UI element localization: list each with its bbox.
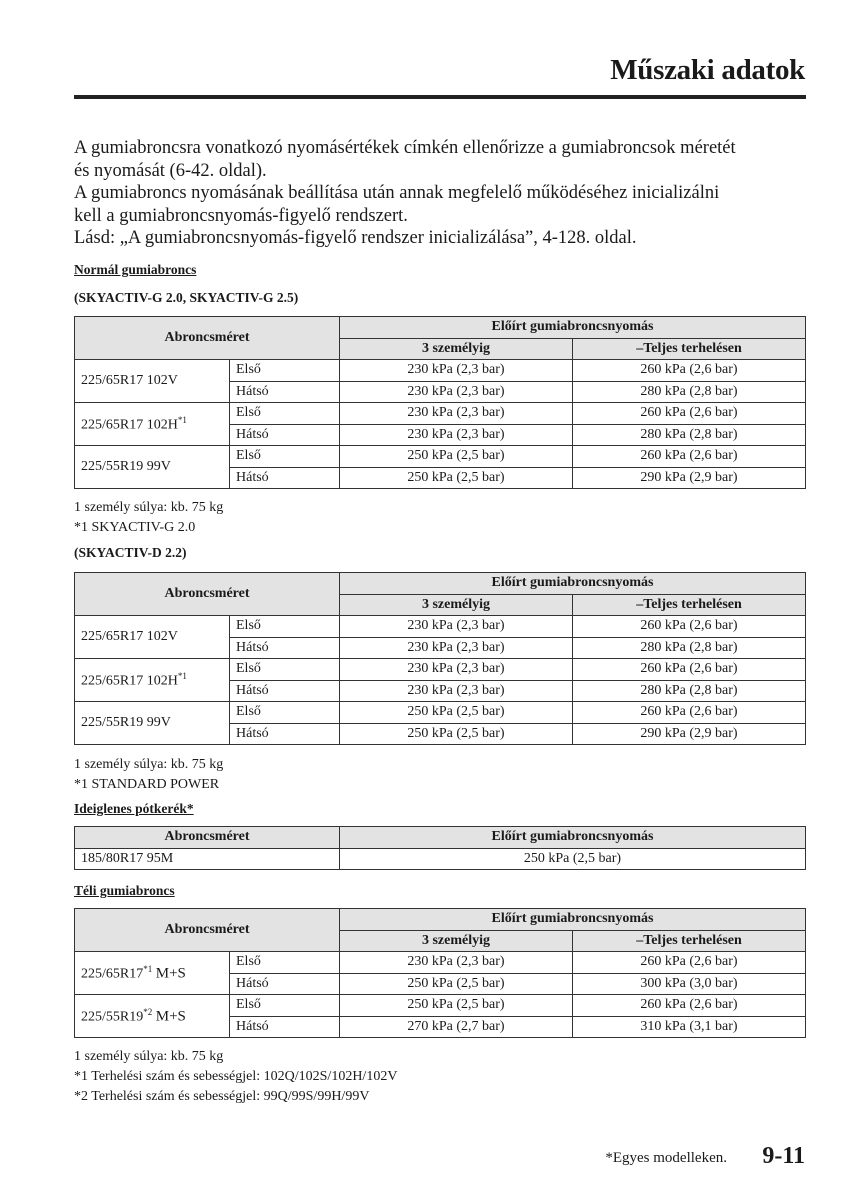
size-text: 225/55R19 99V bbox=[81, 459, 171, 474]
pressure-full-load: 260 kPa (2,6 bar) bbox=[573, 702, 806, 724]
axle: Hátsó bbox=[230, 381, 340, 403]
pressure-3-persons: 250 kPa (2,5 bar) bbox=[340, 446, 573, 468]
tire-size bbox=[75, 995, 230, 1038]
footnote-ref: *1 bbox=[177, 670, 187, 681]
axle: Hátsó bbox=[230, 467, 340, 489]
col-up-to-3: 3 személyig bbox=[340, 930, 573, 952]
pressure-3-persons: 250 kPa (2,5 bar) bbox=[340, 467, 573, 489]
pressure-full-load: 280 kPa (2,8 bar) bbox=[573, 680, 806, 702]
pressure-3-persons: 230 kPa (2,3 bar) bbox=[340, 680, 573, 702]
axle: Hátsó bbox=[230, 637, 340, 659]
axle: Első bbox=[230, 702, 340, 724]
col-full-load: –Teljes terhelésen bbox=[573, 594, 806, 616]
pressure-3-persons: 230 kPa (2,3 bar) bbox=[340, 424, 573, 446]
pressure-full-load: 260 kPa (2,6 bar) bbox=[573, 360, 806, 382]
section-winter: Téli gumiabroncs bbox=[74, 883, 175, 898]
col-full-load: –Teljes terhelésen bbox=[573, 338, 806, 360]
table-row bbox=[75, 659, 806, 681]
intro-line: A gumiabroncs nyomásának beállítása után annak megfelelő működéséhez inicializálni bbox=[74, 183, 720, 204]
pressure-table-winter bbox=[74, 908, 806, 1038]
pressure-3-persons: 230 kPa (2,3 bar) bbox=[340, 637, 573, 659]
intro-line: A gumiabroncsra vonatkozó nyomásértékek címkén ellenőrizze a gumiabroncsok méretét bbox=[74, 138, 736, 158]
spare-size: 185/80R17 95M bbox=[75, 848, 340, 870]
pressure-table-d bbox=[74, 572, 806, 745]
note: *1 SKYACTIV-G 2.0 bbox=[74, 520, 196, 535]
col-size: Abroncsméret bbox=[75, 909, 340, 952]
axle: Hátsó bbox=[230, 723, 340, 745]
tire-size bbox=[75, 616, 230, 659]
col-size: Abroncsméret bbox=[75, 827, 340, 849]
tire-size bbox=[75, 360, 230, 403]
pressure-3-persons: 230 kPa (2,3 bar) bbox=[340, 952, 573, 974]
pressure-full-load: 310 kPa (3,1 bar) bbox=[573, 1016, 806, 1038]
footnote-ref: *1 bbox=[143, 963, 153, 974]
section-normal-tires: Normál gumiabroncs bbox=[74, 262, 197, 277]
footer-note: *Egyes modelleken. bbox=[605, 1150, 727, 1166]
tire-size bbox=[75, 403, 230, 446]
col-size: Abroncsméret bbox=[75, 573, 340, 616]
axle: Első bbox=[230, 360, 340, 382]
axle: Első bbox=[230, 403, 340, 425]
size-text: 225/65R17 102V bbox=[81, 629, 178, 644]
pressure-full-load: 290 kPa (2,9 bar) bbox=[573, 723, 806, 745]
axle: Hátsó bbox=[230, 1016, 340, 1038]
section-d-engine: (SKYACTIV-D 2.2) bbox=[74, 545, 187, 560]
note: 1 személy súlya: kb. 75 kg bbox=[74, 757, 224, 772]
pressure-full-load: 280 kPa (2,8 bar) bbox=[573, 424, 806, 446]
intro-line: Lásd: „A gumiabroncsnyomás-figyelő rendszer inicializálása”, 4-128. oldal. bbox=[74, 228, 637, 249]
page-title: Műszaki adatok bbox=[610, 54, 805, 86]
section-g-engines: (SKYACTIV-G 2.0, SKYACTIV-G 2.5) bbox=[74, 290, 299, 305]
col-pressure: Előírt gumiabroncsnyomás bbox=[340, 573, 806, 595]
table-row bbox=[75, 446, 806, 468]
pressure-full-load: 260 kPa (2,6 bar) bbox=[573, 995, 806, 1017]
pressure-full-load: 260 kPa (2,6 bar) bbox=[573, 403, 806, 425]
col-full-load: –Teljes terhelésen bbox=[573, 930, 806, 952]
intro-line: és nyomását (6-42. oldal). bbox=[74, 160, 267, 181]
table-row bbox=[75, 616, 806, 638]
table-row bbox=[75, 360, 806, 382]
pressure-3-persons: 230 kPa (2,3 bar) bbox=[340, 360, 573, 382]
size-text: 225/55R19 bbox=[81, 1009, 144, 1025]
col-size: Abroncsméret bbox=[75, 317, 340, 360]
axle: Hátsó bbox=[230, 424, 340, 446]
pressure-full-load: 260 kPa (2,6 bar) bbox=[573, 952, 806, 974]
size-text: 225/65R17 bbox=[81, 966, 144, 982]
pressure-3-persons: 250 kPa (2,5 bar) bbox=[340, 723, 573, 745]
size-text: 225/55R19 99V bbox=[81, 715, 171, 730]
size-text: 225/65R17 102H bbox=[81, 417, 178, 433]
axle: Első bbox=[230, 659, 340, 681]
table-row bbox=[75, 952, 806, 974]
notes-d bbox=[74, 755, 223, 795]
col-pressure: Előírt gumiabroncsnyomás bbox=[340, 827, 806, 849]
note: 1 személy súlya: kb. 75 kg bbox=[74, 1049, 224, 1064]
pressure-full-load: 260 kPa (2,6 bar) bbox=[573, 616, 806, 638]
pressure-table-g bbox=[74, 316, 806, 489]
note: 1 személy súlya: kb. 75 kg bbox=[74, 500, 224, 515]
pressure-full-load: 280 kPa (2,8 bar) bbox=[573, 637, 806, 659]
col-up-to-3: 3 személyig bbox=[340, 594, 573, 616]
tire-size bbox=[75, 952, 230, 995]
header-rule bbox=[74, 95, 806, 99]
intro-line: kell a gumiabroncsnyomás-figyelő rendszert. bbox=[74, 205, 408, 226]
pressure-full-load: 260 kPa (2,6 bar) bbox=[573, 659, 806, 681]
pressure-3-persons: 230 kPa (2,3 bar) bbox=[340, 659, 573, 681]
note: *1 STANDARD POWER bbox=[74, 777, 220, 792]
pressure-3-persons: 250 kPa (2,5 bar) bbox=[340, 702, 573, 724]
pressure-3-persons: 230 kPa (2,3 bar) bbox=[340, 381, 573, 403]
table-row bbox=[75, 702, 806, 724]
table-row bbox=[75, 995, 806, 1017]
pressure-full-load: 260 kPa (2,6 bar) bbox=[573, 446, 806, 468]
notes-g bbox=[74, 498, 223, 538]
footnote-ref: *2 bbox=[143, 1006, 153, 1017]
axle: Első bbox=[230, 952, 340, 974]
col-pressure: Előírt gumiabroncsnyomás bbox=[340, 317, 806, 339]
pressure-3-persons: 250 kPa (2,5 bar) bbox=[340, 995, 573, 1017]
page-number: 9-11 bbox=[762, 1143, 805, 1169]
footnote-ref: *1 bbox=[177, 414, 187, 425]
note: *1 Terhelési szám és sebességjel: 102Q/102S/102H/102V bbox=[74, 1069, 398, 1084]
tire-size bbox=[75, 446, 230, 489]
axle: Első bbox=[230, 995, 340, 1017]
axle: Első bbox=[230, 446, 340, 468]
pressure-full-load: 290 kPa (2,9 bar) bbox=[573, 467, 806, 489]
pressure-full-load: 300 kPa (3,0 bar) bbox=[573, 973, 806, 995]
note: *2 Terhelési szám és sebességjel: 99Q/99S/99H/99V bbox=[74, 1089, 370, 1104]
section-spare: Ideiglenes pótkerék* bbox=[74, 801, 194, 816]
table-row bbox=[75, 403, 806, 425]
pressure-table-spare bbox=[74, 826, 806, 870]
pressure-3-persons: 250 kPa (2,5 bar) bbox=[340, 973, 573, 995]
axle: Hátsó bbox=[230, 973, 340, 995]
tire-size bbox=[75, 702, 230, 745]
spare-pressure: 250 kPa (2,5 bar) bbox=[340, 848, 806, 870]
col-pressure: Előírt gumiabroncsnyomás bbox=[340, 909, 806, 931]
pressure-3-persons: 230 kPa (2,3 bar) bbox=[340, 403, 573, 425]
mud-snow-mark: M+S bbox=[155, 965, 186, 982]
notes-winter bbox=[74, 1047, 397, 1107]
mud-snow-mark: M+S bbox=[155, 1008, 186, 1025]
pressure-3-persons: 230 kPa (2,3 bar) bbox=[340, 616, 573, 638]
axle: Első bbox=[230, 616, 340, 638]
tire-size bbox=[75, 659, 230, 702]
pressure-3-persons: 270 kPa (2,7 bar) bbox=[340, 1016, 573, 1038]
col-up-to-3: 3 személyig bbox=[340, 338, 573, 360]
pressure-full-load: 280 kPa (2,8 bar) bbox=[573, 381, 806, 403]
axle: Hátsó bbox=[230, 680, 340, 702]
size-text: 225/65R17 102H bbox=[81, 673, 178, 689]
size-text: 225/65R17 102V bbox=[81, 373, 178, 388]
intro-text bbox=[74, 137, 814, 250]
